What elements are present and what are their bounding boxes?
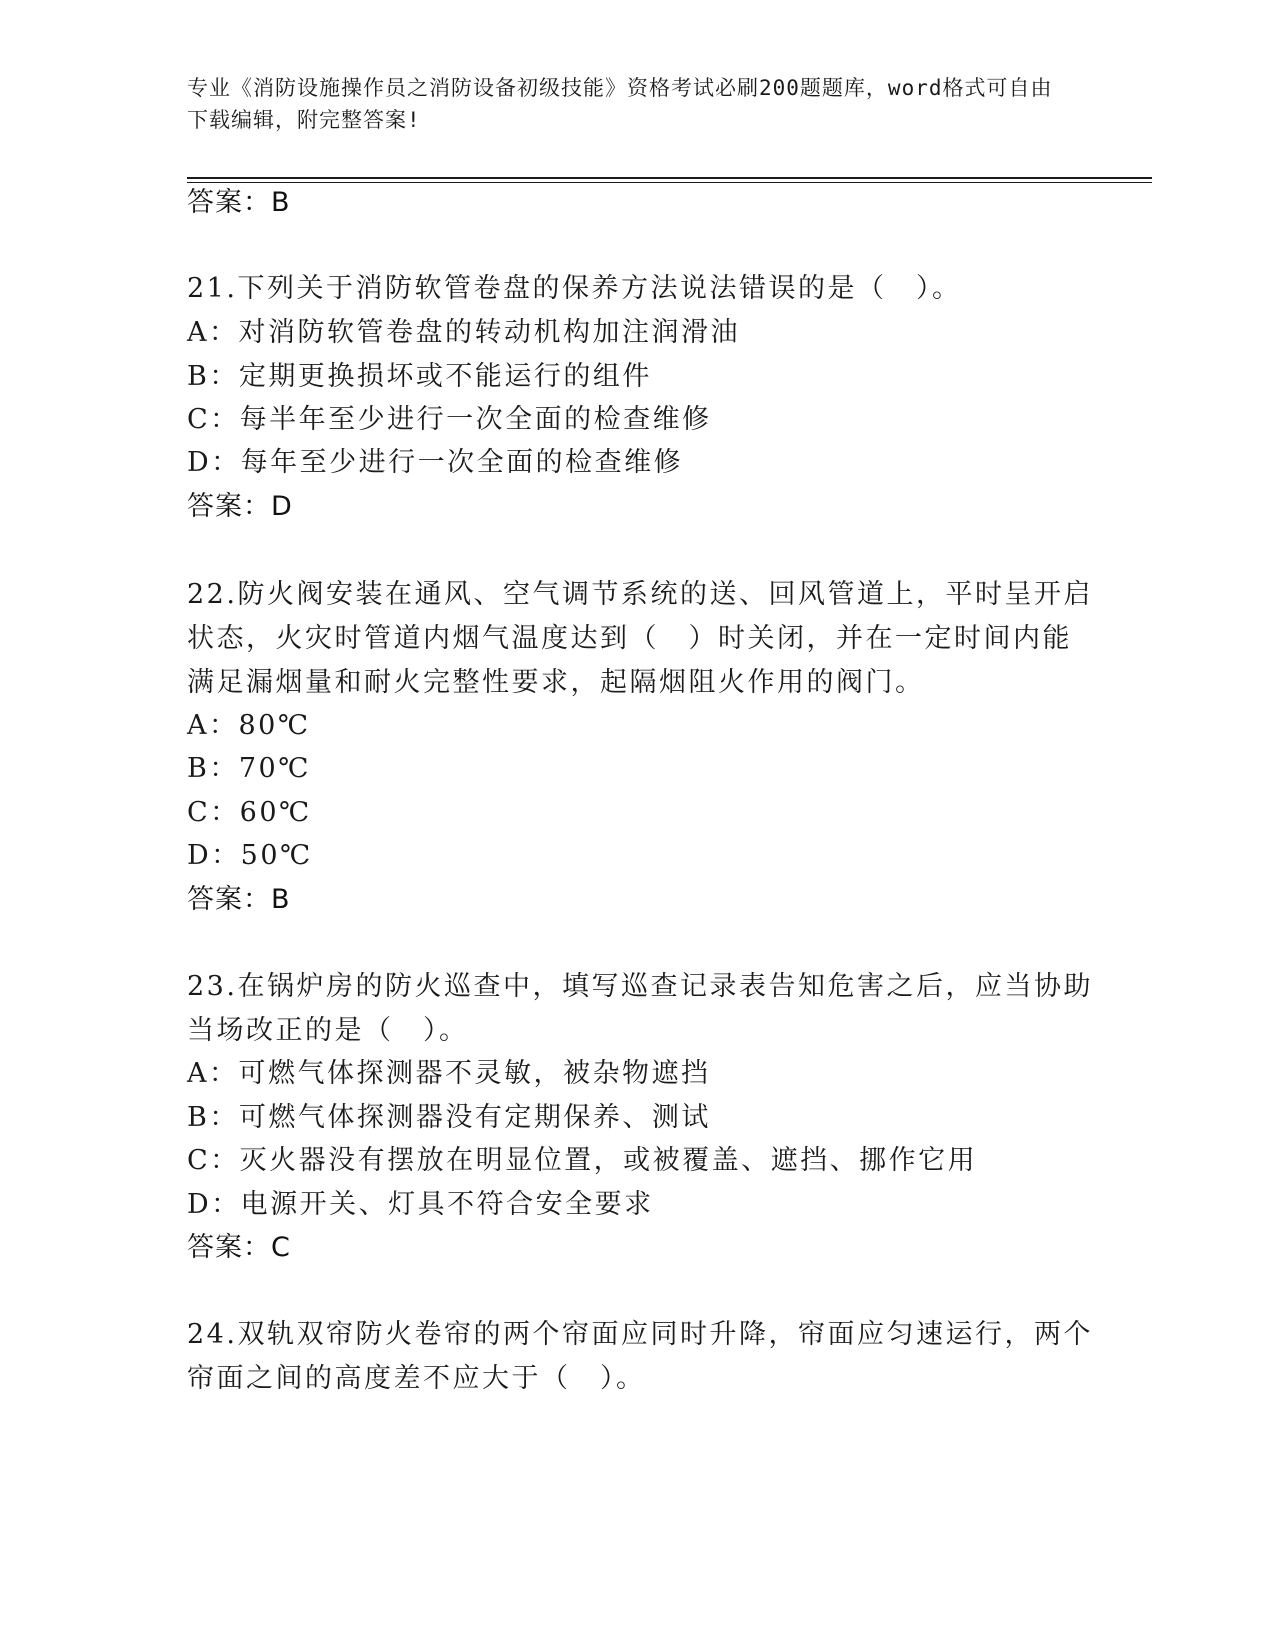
header-divider [187, 177, 1152, 179]
question-23-stem-line-2: 当场改正的是（ ）。 [187, 1015, 469, 1046]
question-21-option-b: B：定期更换损坏或不能运行的组件 [187, 361, 652, 392]
question-22-option-c: C：60℃ [187, 797, 312, 828]
question-21-option-d: D：每年至少进行一次全面的检查维修 [187, 447, 684, 478]
question-22-option-a: A：80℃ [187, 710, 311, 741]
question-21-stem: 21.下列关于消防软管卷盘的保养方法说法错误的是（ ）。 [187, 273, 962, 304]
answer-q22: 答案：B [187, 884, 291, 915]
question-23-stem-line-1: 23.在锅炉房的防火巡查中，填写巡查记录表告知危害之后，应当协助 [187, 971, 1093, 1002]
question-23-option-b: B：可燃气体探测器没有定期保养、测试 [187, 1102, 711, 1133]
question-23-option-c: C：灭火器没有摆放在明显位置，或被覆盖、遮挡、挪作它用 [187, 1145, 978, 1176]
answer-q21: 答案：D [187, 491, 293, 522]
question-22-stem-line-2: 状态，火灾时管道内烟气温度达到（ ）时关闭，并在一定时间内能 [187, 623, 1072, 654]
question-22-option-d: D：50℃ [187, 840, 313, 871]
header-divider-thin [187, 182, 1152, 183]
page-header: 专业《消防设施操作员之消防设备初级技能》资格考试必刷200题题库，word格式可自由下载编辑，附完整答案! [187, 76, 1053, 132]
question-22-stem-line-3: 满足漏烟量和耐火完整性要求，起隔烟阻火作用的阀门。 [187, 667, 925, 698]
question-22-option-b: B：70℃ [187, 753, 311, 784]
question-23-option-d: D：电源开关、灯具不符合安全要求 [187, 1189, 654, 1220]
question-24-stem-line-1: 24.双轨双帘防火卷帘的两个帘面应同时升降，帘面应匀速运行，两个 [187, 1319, 1093, 1350]
question-21-option-a: A：对消防软管卷盘的转动机构加注润滑油 [187, 317, 740, 348]
question-24-stem-line-2: 帘面之间的高度差不应大于（ ）。 [187, 1363, 646, 1394]
question-21-option-c: C：每半年至少进行一次全面的检查维修 [187, 404, 712, 435]
answer-q20: 答案：B [187, 187, 291, 218]
answer-q23: 答案：C [187, 1232, 291, 1263]
question-22-stem-line-1: 22.防火阀安装在通风、空气调节系统的送、回风管道上，平时呈开启 [187, 579, 1093, 610]
question-23-option-a: A：可燃气体探测器不灵敏，被杂物遮挡 [187, 1058, 711, 1089]
